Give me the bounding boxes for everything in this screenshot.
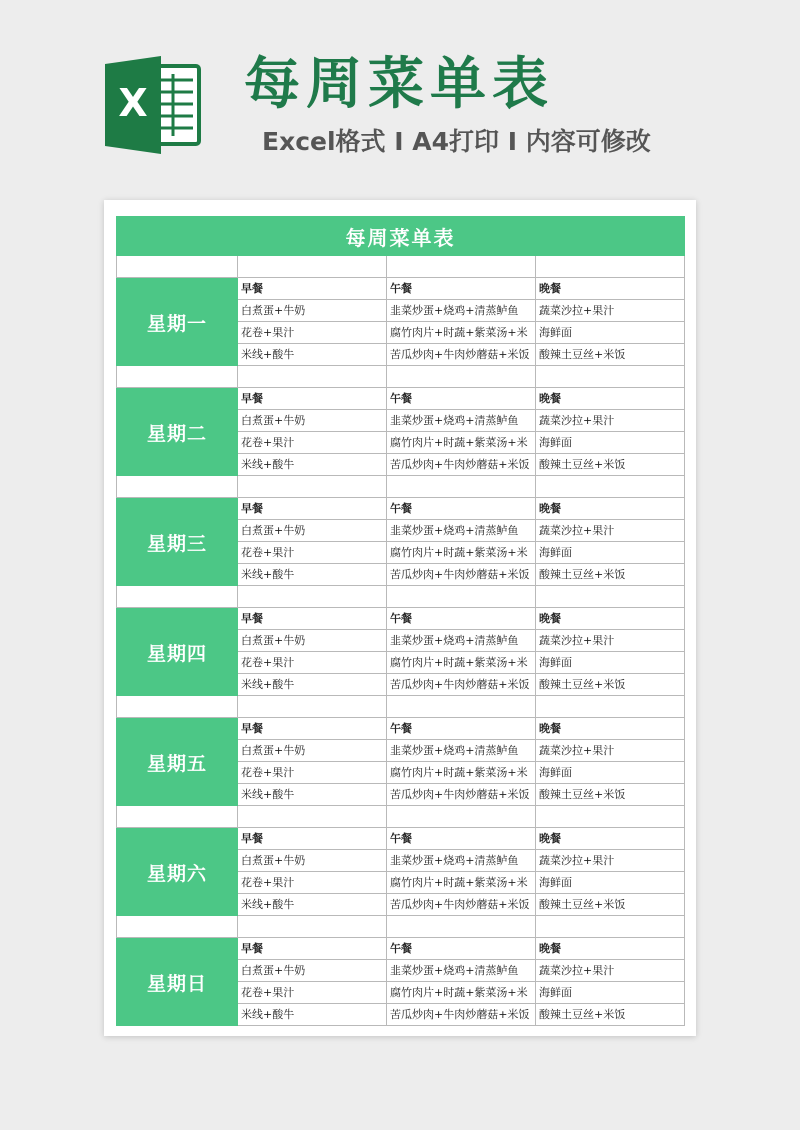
empty-cell[interactable]	[387, 366, 536, 388]
meal-cell[interactable]: 海鲜面	[536, 432, 685, 454]
empty-cell[interactable]	[116, 586, 238, 608]
meal-cell[interactable]: 蔬菜沙拉+果汁	[536, 850, 685, 872]
empty-cell[interactable]	[116, 256, 238, 278]
empty-cell[interactable]	[536, 366, 685, 388]
day-label[interactable]: 星期六	[116, 828, 238, 916]
day-block	[116, 718, 685, 806]
meal-header-cell[interactable]: 晚餐	[536, 388, 685, 410]
meal-header-cell[interactable]: 午餐	[387, 828, 536, 850]
meal-cell[interactable]: 花卷+果汁	[238, 652, 387, 674]
meal-header-cell[interactable]: 晚餐	[536, 498, 685, 520]
meal-row	[238, 894, 685, 916]
meal-cell[interactable]: 白煮蛋+牛奶	[238, 740, 387, 762]
table-title: 每周菜单表	[116, 216, 685, 256]
meal-cell[interactable]: 白煮蛋+牛奶	[238, 630, 387, 652]
empty-cell[interactable]	[238, 366, 387, 388]
meal-cell[interactable]: 韭菜炒蛋+烧鸡+清蒸鲈鱼	[387, 630, 536, 652]
empty-cell[interactable]	[238, 916, 387, 938]
meal-cell[interactable]: 白煮蛋+牛奶	[238, 960, 387, 982]
meal-header-cell[interactable]: 晚餐	[536, 608, 685, 630]
meal-header-cell[interactable]: 午餐	[387, 938, 536, 960]
meal-cell[interactable]: 白煮蛋+牛奶	[238, 410, 387, 432]
meal-cell[interactable]: 海鲜面	[536, 652, 685, 674]
meal-header-cell[interactable]: 早餐	[238, 498, 387, 520]
meal-cell[interactable]: 花卷+果汁	[238, 322, 387, 344]
empty-cell[interactable]	[387, 916, 536, 938]
meal-cell[interactable]: 蔬菜沙拉+果汁	[536, 960, 685, 982]
empty-cell[interactable]	[238, 806, 387, 828]
spacer-row	[116, 916, 685, 938]
meal-row	[238, 300, 685, 322]
meal-cell[interactable]: 酸辣土豆丝+米饭	[536, 894, 685, 916]
empty-cell[interactable]	[387, 586, 536, 608]
day-block	[116, 388, 685, 476]
meal-cell[interactable]: 苦瓜炒肉+牛肉炒蘑菇+米饭	[387, 894, 536, 916]
meal-header-row	[238, 828, 685, 850]
meal-cell[interactable]: 韭菜炒蛋+烧鸡+清蒸鲈鱼	[387, 740, 536, 762]
meal-header-row	[238, 718, 685, 740]
meal-header-cell[interactable]: 晚餐	[536, 828, 685, 850]
meal-grid	[238, 388, 685, 476]
meal-row	[238, 630, 685, 652]
meal-cell[interactable]: 海鲜面	[536, 322, 685, 344]
meal-row	[238, 432, 685, 454]
meal-grid	[238, 278, 685, 366]
meal-row	[238, 762, 685, 784]
day-label[interactable]: 星期四	[116, 608, 238, 696]
meal-row	[238, 872, 685, 894]
meal-row	[238, 1004, 685, 1026]
meal-header-cell[interactable]: 早餐	[238, 718, 387, 740]
meal-cell[interactable]: 蔬菜沙拉+果汁	[536, 520, 685, 542]
page-title: 每周菜单表	[244, 52, 554, 117]
empty-cell[interactable]	[238, 476, 387, 498]
meal-cell[interactable]: 腐竹肉片+时蔬+紫菜汤+米	[387, 652, 536, 674]
meal-cell[interactable]: 白煮蛋+牛奶	[238, 520, 387, 542]
meal-grid	[238, 608, 685, 696]
meal-cell[interactable]: 米线+酸牛	[238, 674, 387, 696]
meal-cell[interactable]: 蔬菜沙拉+果汁	[536, 300, 685, 322]
meal-header-cell[interactable]: 晚餐	[536, 938, 685, 960]
menu-table	[116, 216, 685, 1026]
meal-cell[interactable]: 蔬菜沙拉+果汁	[536, 630, 685, 652]
meal-header-cell[interactable]: 早餐	[238, 278, 387, 300]
day-block	[116, 498, 685, 586]
meal-header-cell[interactable]: 午餐	[387, 718, 536, 740]
empty-cell[interactable]	[238, 586, 387, 608]
meal-cell[interactable]: 米线+酸牛	[238, 784, 387, 806]
meal-row	[238, 652, 685, 674]
meal-cell[interactable]: 腐竹肉片+时蔬+紫菜汤+米	[387, 432, 536, 454]
day-label[interactable]: 星期三	[116, 498, 238, 586]
meal-row	[238, 960, 685, 982]
meal-cell[interactable]: 米线+酸牛	[238, 344, 387, 366]
empty-cell[interactable]	[116, 806, 238, 828]
day-label[interactable]: 星期一	[116, 278, 238, 366]
meal-grid	[238, 498, 685, 586]
meal-header-cell[interactable]: 午餐	[387, 608, 536, 630]
meal-cell[interactable]: 海鲜面	[536, 542, 685, 564]
meal-header-cell[interactable]: 早餐	[238, 388, 387, 410]
meal-cell[interactable]: 酸辣土豆丝+米饭	[536, 564, 685, 586]
empty-cell[interactable]	[536, 916, 685, 938]
empty-cell[interactable]	[238, 256, 387, 278]
meal-cell[interactable]: 韭菜炒蛋+烧鸡+清蒸鲈鱼	[387, 960, 536, 982]
meal-cell[interactable]: 花卷+果汁	[238, 982, 387, 1004]
empty-cell[interactable]	[536, 256, 685, 278]
meal-row	[238, 454, 685, 476]
meal-grid	[238, 718, 685, 806]
excel-logo-icon	[103, 56, 203, 154]
meal-row	[238, 542, 685, 564]
meal-header-cell[interactable]: 早餐	[238, 938, 387, 960]
meal-cell[interactable]: 腐竹肉片+时蔬+紫菜汤+米	[387, 322, 536, 344]
table-body	[116, 256, 685, 1026]
spacer-row	[116, 366, 685, 388]
meal-cell[interactable]: 韭菜炒蛋+烧鸡+清蒸鲈鱼	[387, 850, 536, 872]
meal-header-cell[interactable]: 晚餐	[536, 718, 685, 740]
empty-cell[interactable]	[116, 696, 238, 718]
empty-cell[interactable]	[116, 366, 238, 388]
meal-cell[interactable]: 韭菜炒蛋+烧鸡+清蒸鲈鱼	[387, 520, 536, 542]
empty-cell[interactable]	[536, 696, 685, 718]
meal-cell[interactable]: 酸辣土豆丝+米饭	[536, 1004, 685, 1026]
empty-cell[interactable]	[536, 806, 685, 828]
day-block	[116, 828, 685, 916]
meal-cell[interactable]: 海鲜面	[536, 872, 685, 894]
meal-header-row	[238, 278, 685, 300]
meal-header-cell[interactable]: 午餐	[387, 388, 536, 410]
meal-cell[interactable]: 花卷+果汁	[238, 762, 387, 784]
meal-cell[interactable]: 苦瓜炒肉+牛肉炒蘑菇+米饭	[387, 454, 536, 476]
meal-cell[interactable]: 米线+酸牛	[238, 564, 387, 586]
meal-header-row	[238, 388, 685, 410]
meal-cell[interactable]: 花卷+果汁	[238, 542, 387, 564]
meal-header-cell[interactable]: 早餐	[238, 828, 387, 850]
empty-cell[interactable]	[116, 916, 238, 938]
meal-cell[interactable]: 花卷+果汁	[238, 872, 387, 894]
spacer-row	[116, 256, 685, 278]
meal-row	[238, 344, 685, 366]
meal-row	[238, 564, 685, 586]
meal-cell[interactable]: 酸辣土豆丝+米饭	[536, 344, 685, 366]
meal-cell[interactable]: 韭菜炒蛋+烧鸡+清蒸鲈鱼	[387, 300, 536, 322]
meal-cell[interactable]: 苦瓜炒肉+牛肉炒蘑菇+米饭	[387, 784, 536, 806]
meal-cell[interactable]: 花卷+果汁	[238, 432, 387, 454]
meal-cell[interactable]: 米线+酸牛	[238, 894, 387, 916]
empty-cell[interactable]	[387, 476, 536, 498]
meal-row	[238, 740, 685, 762]
meal-cell[interactable]: 腐竹肉片+时蔬+紫菜汤+米	[387, 542, 536, 564]
meal-row	[238, 850, 685, 872]
meal-cell[interactable]: 米线+酸牛	[238, 1004, 387, 1026]
meal-cell[interactable]: 苦瓜炒肉+牛肉炒蘑菇+米饭	[387, 1004, 536, 1026]
empty-cell[interactable]	[536, 476, 685, 498]
meal-cell[interactable]: 蔬菜沙拉+果汁	[536, 740, 685, 762]
page-subtitle: Excel格式 I A4打印 I 内容可修改	[262, 127, 651, 156]
meal-header-cell[interactable]: 晚餐	[536, 278, 685, 300]
empty-cell[interactable]	[116, 476, 238, 498]
meal-cell[interactable]: 苦瓜炒肉+牛肉炒蘑菇+米饭	[387, 344, 536, 366]
meal-cell[interactable]: 腐竹肉片+时蔬+紫菜汤+米	[387, 762, 536, 784]
meal-cell[interactable]: 酸辣土豆丝+米饭	[536, 784, 685, 806]
meal-cell[interactable]: 韭菜炒蛋+烧鸡+清蒸鲈鱼	[387, 410, 536, 432]
meal-cell[interactable]: 海鲜面	[536, 982, 685, 1004]
meal-row	[238, 784, 685, 806]
meal-cell[interactable]: 酸辣土豆丝+米饭	[536, 674, 685, 696]
meal-cell[interactable]: 腐竹肉片+时蔬+紫菜汤+米	[387, 982, 536, 1004]
empty-cell[interactable]	[238, 696, 387, 718]
meal-cell[interactable]: 酸辣土豆丝+米饭	[536, 454, 685, 476]
meal-cell[interactable]: 腐竹肉片+时蔬+紫菜汤+米	[387, 872, 536, 894]
meal-cell[interactable]: 米线+酸牛	[238, 454, 387, 476]
meal-header-row	[238, 498, 685, 520]
spacer-row	[116, 476, 685, 498]
spacer-row	[116, 586, 685, 608]
meal-cell[interactable]: 白煮蛋+牛奶	[238, 850, 387, 872]
meal-row	[238, 322, 685, 344]
meal-header-row	[238, 608, 685, 630]
meal-cell[interactable]: 海鲜面	[536, 762, 685, 784]
meal-row	[238, 410, 685, 432]
day-block	[116, 938, 685, 1026]
meal-grid	[238, 938, 685, 1026]
meal-header-cell[interactable]: 午餐	[387, 498, 536, 520]
meal-header-cell[interactable]: 早餐	[238, 608, 387, 630]
meal-header-row	[238, 938, 685, 960]
day-label[interactable]: 星期二	[116, 388, 238, 476]
empty-cell[interactable]	[387, 806, 536, 828]
meal-row	[238, 520, 685, 542]
empty-cell[interactable]	[387, 256, 536, 278]
meal-cell[interactable]: 苦瓜炒肉+牛肉炒蘑菇+米饭	[387, 564, 536, 586]
meal-grid	[238, 828, 685, 916]
meal-row	[238, 982, 685, 1004]
empty-cell[interactable]	[387, 696, 536, 718]
day-label[interactable]: 星期五	[116, 718, 238, 806]
day-block	[116, 608, 685, 696]
spacer-row	[116, 696, 685, 718]
empty-cell[interactable]	[536, 586, 685, 608]
meal-cell[interactable]: 苦瓜炒肉+牛肉炒蘑菇+米饭	[387, 674, 536, 696]
spacer-row	[116, 806, 685, 828]
day-label[interactable]: 星期日	[116, 938, 238, 1026]
day-block	[116, 278, 685, 366]
meal-cell[interactable]: 白煮蛋+牛奶	[238, 300, 387, 322]
meal-cell[interactable]: 蔬菜沙拉+果汁	[536, 410, 685, 432]
meal-header-cell[interactable]: 午餐	[387, 278, 536, 300]
meal-row	[238, 674, 685, 696]
logo-letter: X	[118, 81, 148, 125]
